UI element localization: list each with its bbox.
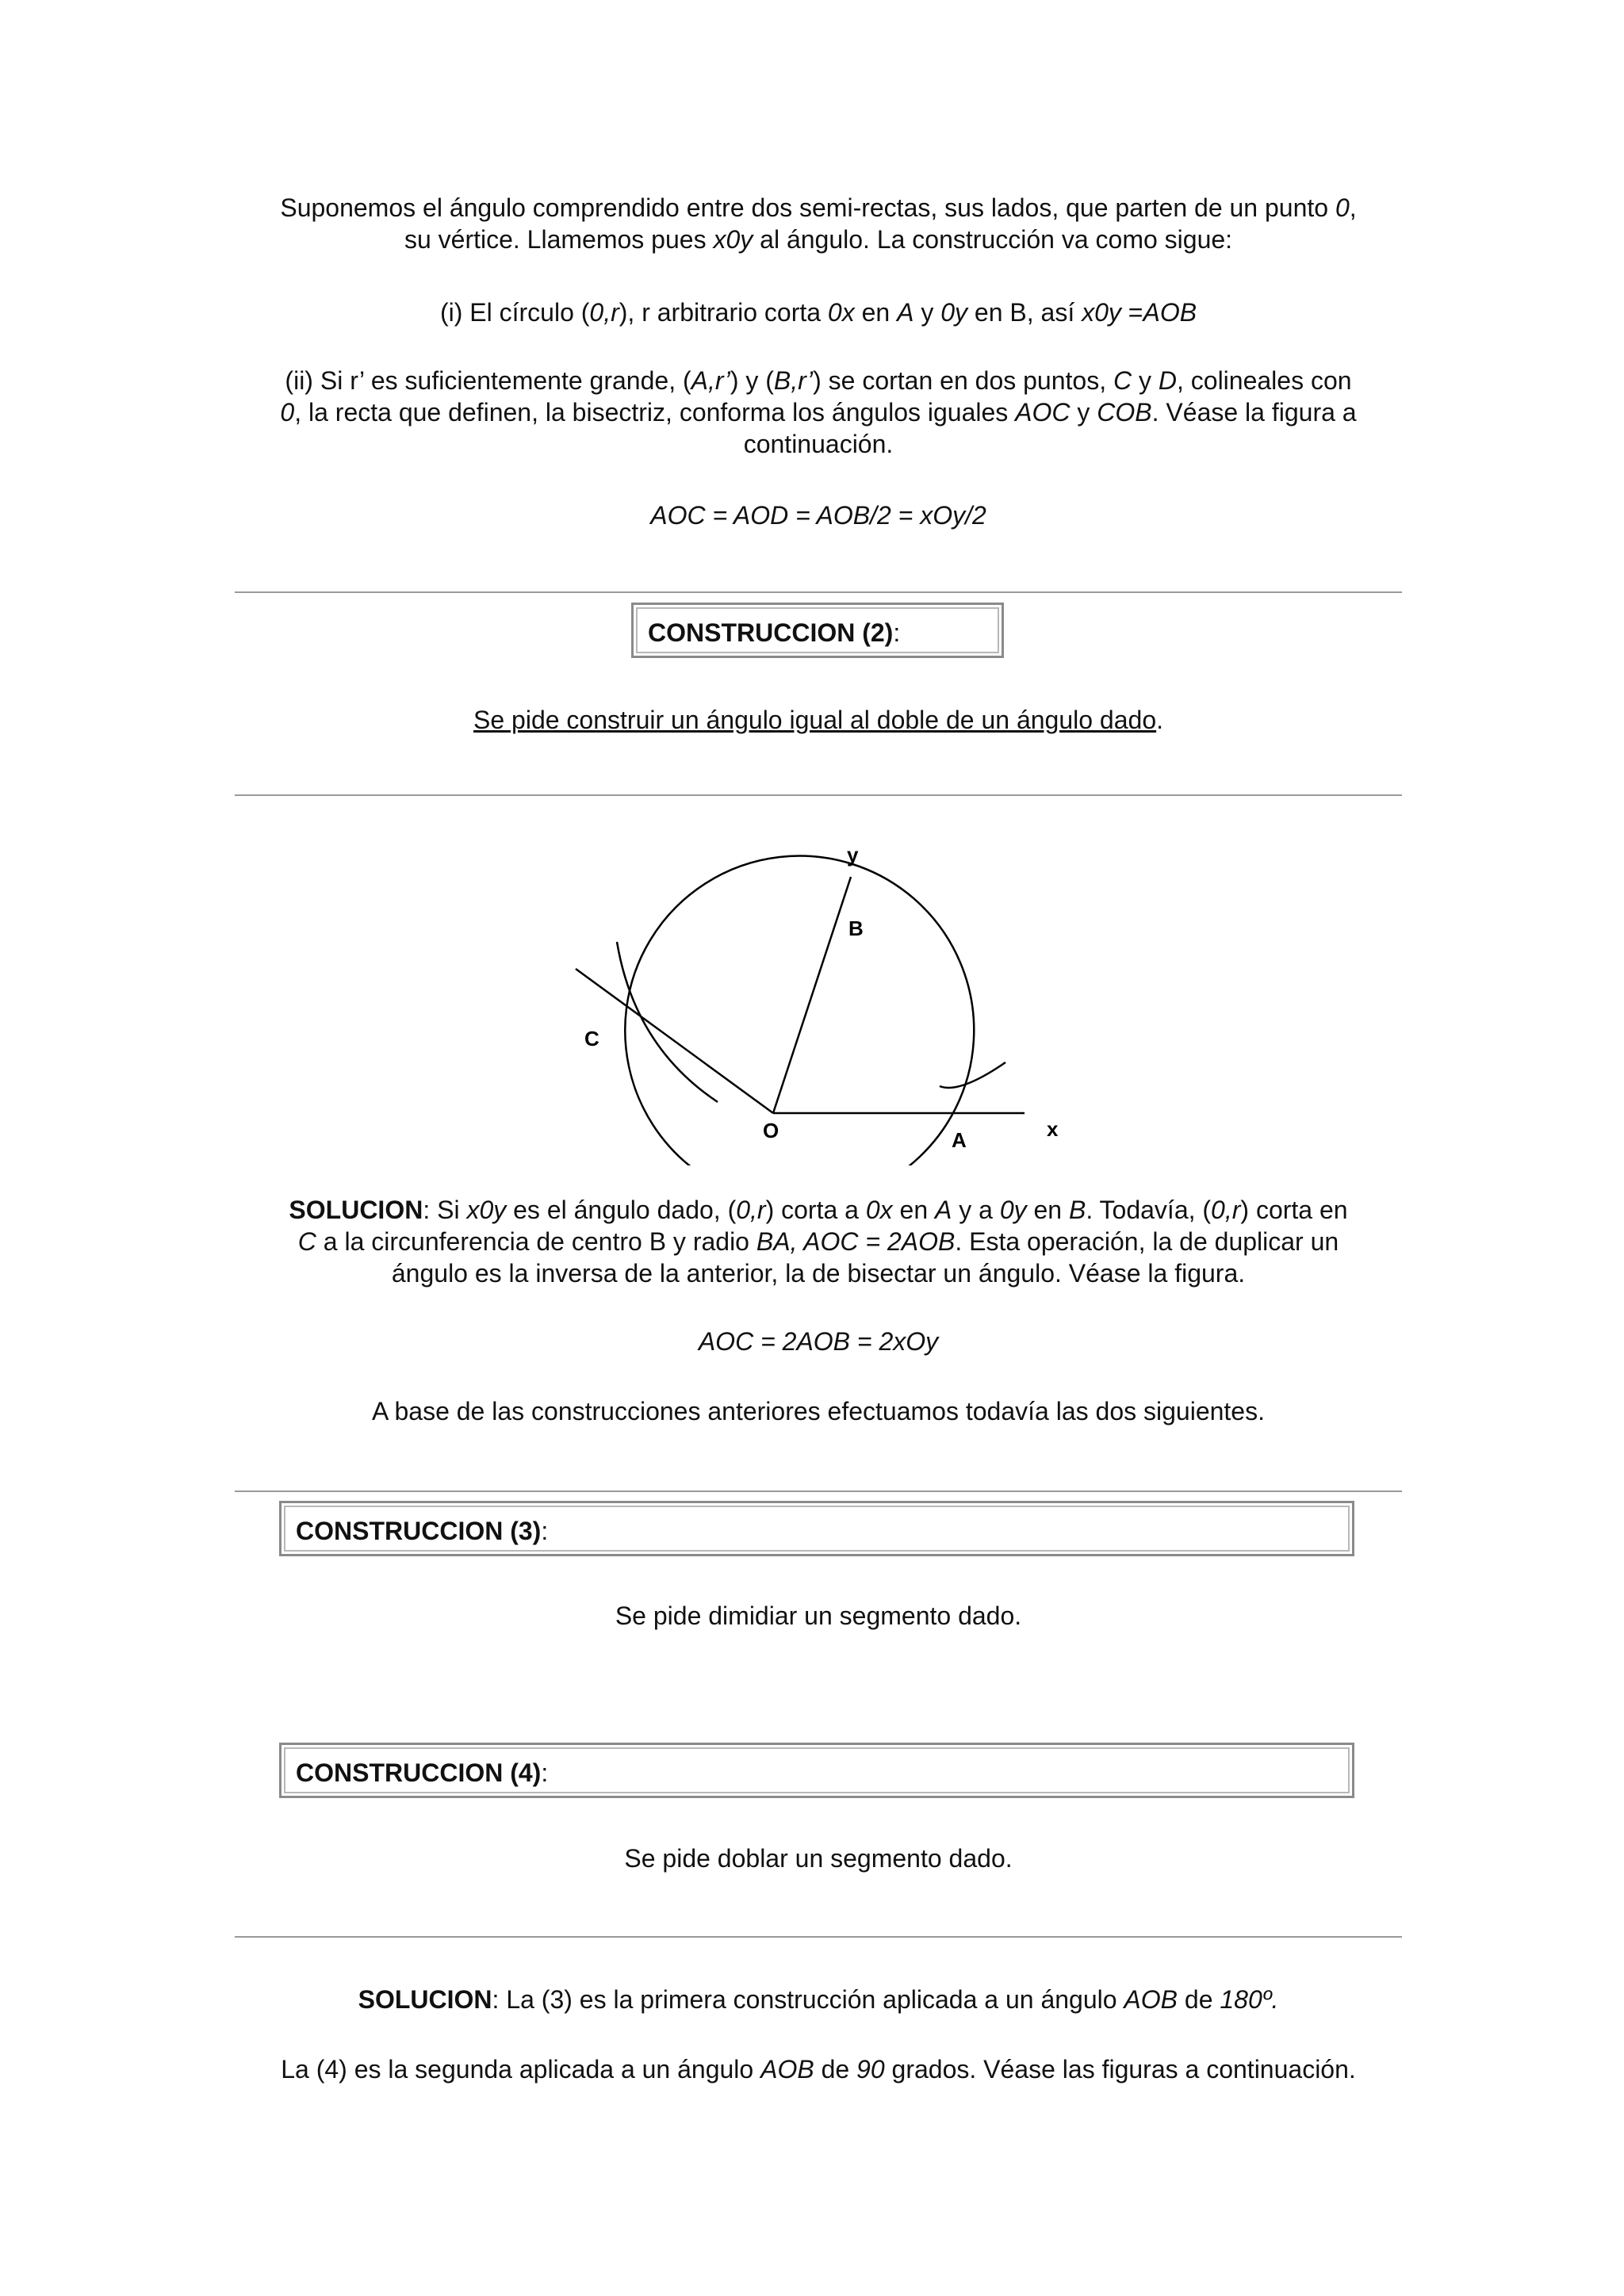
construccion-2-statement: Se pide construir un ángulo igual al doble de un ángulo dado. xyxy=(473,706,1163,734)
intro-line-2: su vértice. Llamemos pues x0y al ángulo. La construcción va como sigue: xyxy=(404,225,1233,254)
divider-1 xyxy=(235,591,1402,593)
angle-doubling-figure xyxy=(555,832,1071,1165)
intro-line-1: Suponemos el ángulo comprendido entre dos semi-rectas, sus lados, que parten de un punto 0, xyxy=(280,193,1357,222)
intro-paragraph xyxy=(235,192,1402,255)
label-x: x xyxy=(1047,1117,1059,1141)
step-ii-line-3: continuación. xyxy=(743,430,894,458)
solucion-1-line-1: SOLUCION: Si x0y es el ángulo dado, (0,r) corta a 0x en A y a 0y en B. Todavía, (0,r) corta en xyxy=(289,1196,1348,1224)
divider-3 xyxy=(235,1490,1402,1492)
label-a: A xyxy=(952,1128,967,1152)
construccion-2-box: CONSTRUCCION (2): xyxy=(631,603,1004,658)
construccion-3-box: CONSTRUCCION (3): xyxy=(279,1501,1354,1556)
line-oc xyxy=(576,969,773,1113)
formula-2: AOC = 2AOB = 2xOy xyxy=(698,1327,939,1356)
solucion-1 xyxy=(235,1194,1402,1289)
label-c: C xyxy=(584,1027,599,1050)
divider-4 xyxy=(235,1936,1402,1938)
step-ii xyxy=(235,365,1402,460)
label-b: B xyxy=(848,916,864,940)
solucion-1-line-3: ángulo es la inversa de la anterior, la de bisectar un ángulo. Véase la figura. xyxy=(391,1259,1246,1288)
divider-2 xyxy=(235,794,1402,796)
step-ii-line-1: (ii) Si r’ es suficientemente grande, (A,r’) y (B,r’) se cortan en dos puntos, C y D, colineales con xyxy=(285,366,1352,395)
solucion-2-line-1: SOLUCION: La (3) es la primera construcción aplicada a un ángulo AOB de 180º. xyxy=(358,1985,1279,2014)
circle-arc xyxy=(625,856,974,1165)
construccion-4-box: CONSTRUCCION (4): xyxy=(279,1743,1354,1798)
label-y: y xyxy=(847,843,859,867)
label-o: O xyxy=(763,1119,779,1142)
ray-oy xyxy=(773,877,851,1113)
construccion-4-statement: Se pide doblar un segmento dado. xyxy=(624,1844,1013,1873)
solucion-1-line-2: C a la circunferencia de centro B y radio BA, AOC = 2AOB. Esta operación, la de duplicar un xyxy=(297,1227,1339,1256)
construccion-3-statement: Se pide dimidiar un segmento dado. xyxy=(615,1601,1022,1630)
formula-1: AOC = AOD = AOB/2 = xOy/2 xyxy=(650,501,986,530)
bridge-text: A base de las construcciones anteriores efectuamos todavía las dos siguientes. xyxy=(372,1397,1265,1425)
step-ii-line-2: 0, la recta que definen, la bisectriz, conforma los ángulos iguales AOC y COB. Véase la figura a xyxy=(280,398,1357,427)
step-i: (i) El círculo (0,r), r arbitrario corta 0x en A y 0y en B, así x0y =AOB xyxy=(439,298,1197,327)
solucion-2-line-2: La (4) es la segunda aplicada a un ángulo AOB de 90 grados. Véase las figuras a continuación. xyxy=(281,2055,1356,2084)
arc-through-a xyxy=(940,1062,1005,1088)
